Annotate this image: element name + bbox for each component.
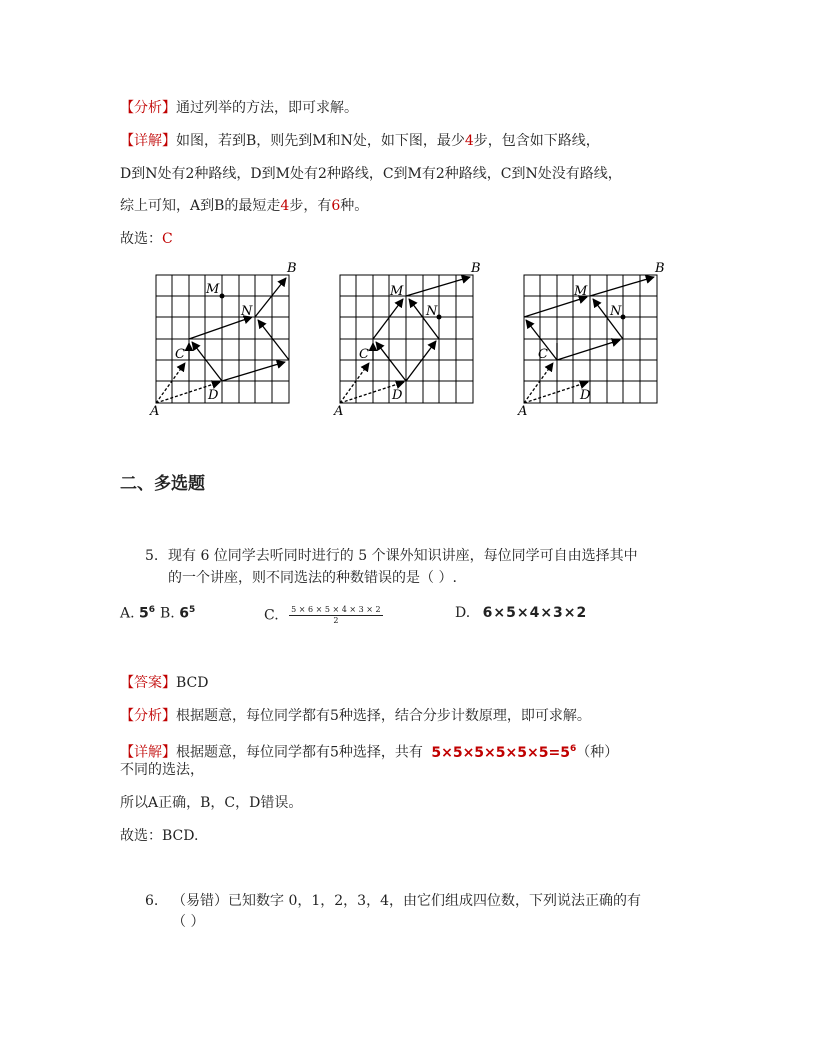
label-b: B <box>655 261 665 276</box>
figure-3 <box>517 261 665 419</box>
label-d: D <box>392 388 403 403</box>
label-c: C <box>359 347 369 362</box>
question-6-line-2: （ ） <box>172 914 205 930</box>
label-n: N <box>426 304 438 319</box>
option-c-denominator: 2 <box>333 616 339 625</box>
detail-min-steps: 4 <box>280 198 290 214</box>
analysis-text: 根据题意，每位同学都有5种选择，结合分步计数原理，即可求解。 <box>176 708 591 724</box>
section-title: 二、多选题 <box>120 474 205 493</box>
route-figures <box>140 255 700 420</box>
label-a: A <box>334 404 344 419</box>
answer-line <box>120 673 208 693</box>
detail-text-1b: 步，包含如下路线， <box>473 133 600 149</box>
choice-value: BCD. <box>162 828 199 844</box>
option-c-fraction <box>289 605 382 626</box>
detail-route-count: 6 <box>331 198 341 214</box>
detail-tag: 【详解】 <box>120 744 176 761</box>
option-a[interactable] <box>120 605 155 622</box>
detail-text-2: D到N处有2种路线，D到M处有2种路线，C到M有2种路线，C到N处没有路线， <box>120 166 622 182</box>
label-a: A <box>150 404 160 419</box>
question-5-number: 5. <box>145 548 159 564</box>
answer-tag: 【答案】 <box>120 675 176 691</box>
option-c[interactable] <box>264 605 383 626</box>
choice-value: C <box>162 231 173 247</box>
label-n: N <box>241 304 253 319</box>
detail-unit: （种） <box>576 744 619 761</box>
detail-text-3b: 步，有 <box>289 198 332 214</box>
label-c: C <box>538 347 548 362</box>
choice-line <box>120 229 173 249</box>
detail-line-5c <box>120 793 302 813</box>
label-m: M <box>206 282 220 297</box>
option-c-label: C. <box>264 607 279 624</box>
label-b: B <box>287 261 297 276</box>
option-d-value: 6×5×4×3×2 <box>482 605 588 621</box>
detail-expression: 5×5×5×5×5×5=5 <box>431 744 570 761</box>
choice-label: 故选： <box>120 231 162 247</box>
option-b[interactable] <box>160 605 195 622</box>
detail-line-3 <box>120 196 368 216</box>
detail-text-2: 不同的选法， <box>120 762 204 778</box>
answer-value: BCD <box>176 675 209 691</box>
detail-text-3c: 种。 <box>340 198 369 214</box>
figure-2 <box>333 261 481 419</box>
question-5-line-1: 现有 6 位同学去听同时进行的 5 个课外知识讲座，每位同学可自由选择其中 <box>168 548 638 564</box>
option-d[interactable] <box>455 605 587 621</box>
option-d-label: D. <box>455 605 471 621</box>
detail-text-3: 所以A正确，B，C，D错误。 <box>120 795 303 811</box>
label-b: B <box>471 261 481 276</box>
option-c-numerator: 5 × 6 × 5 × 4 × 3 × 2 <box>291 605 381 614</box>
label-m: M <box>574 284 588 299</box>
option-a-label: A. <box>120 605 135 622</box>
analysis-line <box>120 98 358 118</box>
question-6-line-1: （易错）已知数字 0，1，2，3，4，由它们组成四位数，下列说法正确的有 <box>172 893 641 909</box>
detail-text-1: 如图，若到B，则先到M和N处，如下图，最少 <box>176 133 465 149</box>
option-a-base: 5 <box>139 605 149 622</box>
label-d: D <box>208 388 219 403</box>
label-a: A <box>518 404 528 419</box>
question-5-line-2: 的一个讲座，则不同选法的种数错误的是（ ）. <box>168 570 457 586</box>
detail-line-1 <box>120 131 600 151</box>
option-b-label: B. <box>160 605 175 622</box>
detail-line-2 <box>120 164 622 184</box>
analysis-text: 通过列举的方法，即可求解。 <box>176 100 358 116</box>
figure-1 <box>149 261 297 419</box>
analysis-tag: 【分析】 <box>120 100 176 116</box>
option-b-base: 6 <box>179 605 189 622</box>
detail-line-5b <box>120 760 204 780</box>
choice-line-5 <box>120 826 198 846</box>
point-m-marker <box>220 294 225 299</box>
detail-exponent: 6 <box>569 744 577 754</box>
detail-text-3a: 综上可知，A到B的最短走 <box>120 198 281 214</box>
label-d: D <box>580 388 591 403</box>
label-c: C <box>175 347 185 362</box>
option-b-exponent: 5 <box>188 605 196 615</box>
detail-text: 根据题意，每位同学都有5种选择，共有 <box>176 744 423 761</box>
analysis-tag: 【分析】 <box>120 708 176 724</box>
detail-steps: 4 <box>464 133 474 149</box>
label-m: M <box>390 284 404 299</box>
question-6-number: 6. <box>145 893 159 909</box>
label-n: N <box>610 304 622 319</box>
analysis-line-5 <box>120 706 591 726</box>
choice-label: 故选： <box>120 828 162 844</box>
detail-tag: 【详解】 <box>120 133 176 149</box>
option-a-exponent: 6 <box>148 605 156 615</box>
